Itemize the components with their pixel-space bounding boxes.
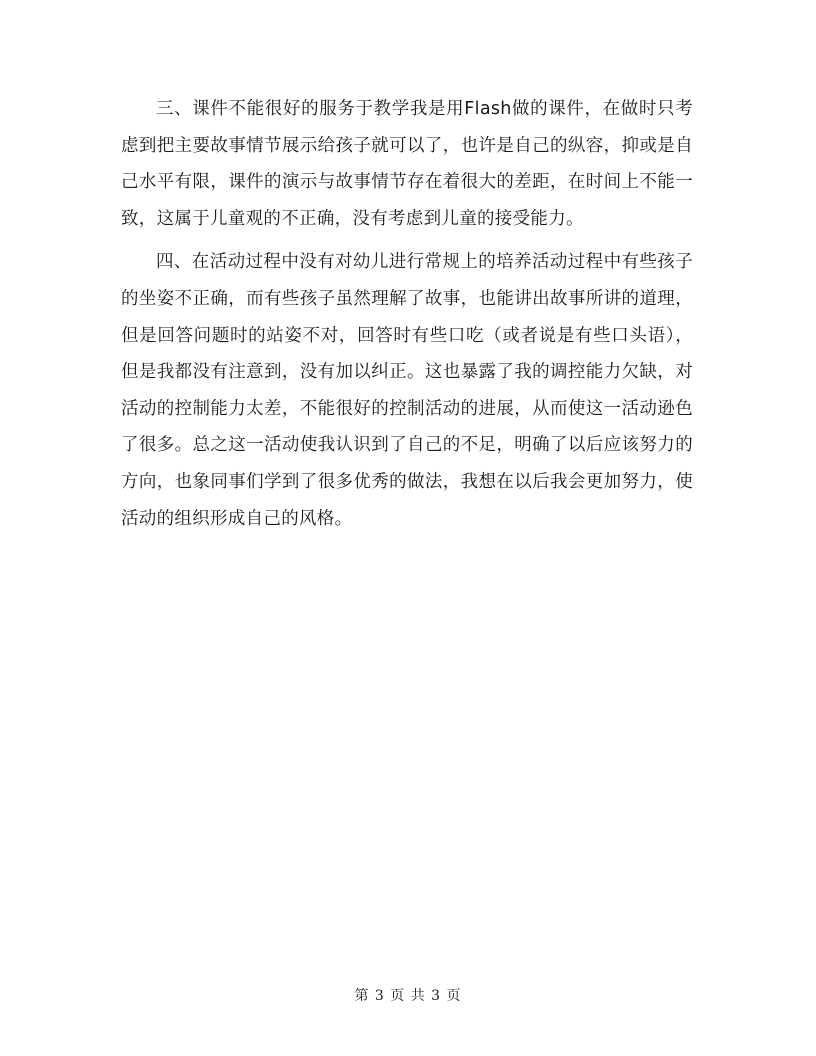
document-body <box>121 91 693 544</box>
paragraph-3: 三、课件不能很好的服务于教学我是用Flash做的课件，在做时只考虑到把主要故事情节展示给孩子就可以了，也许是自己的纵容，抑或是自己水平有限，课件的演示与故事情节存在着很大的差距，在时间上不能一致，这属于儿童观的不正确，没有考虑到儿童的接受能力。 <box>121 99 693 229</box>
paragraph-4: 四、在活动过程中没有对幼儿进行常规上的培养活动过程中有些孩子的坐姿不正确，而有些孩子虽然理解了故事，也能讲出故事所讲的道理，但是回答问题时的站姿不对，回答时有些口吃（或者说是有些口头语），但是我都没有注意到，没有加以纠正。这也暴露了我的调控能力欠缺，对活动的控制能力太差，不能很好的控制活动的进展，从而使这一活动逊色了很多。总之这一活动使我认识到了自己的不足，明确了以后应该努力的方向，也象同事们学到了很多优秀的做法，我想在以后我会更加努力，使活动的组织形成自己的风格。 <box>121 252 693 529</box>
page-number-label: 第 3 页 共 3 页 <box>354 988 462 1004</box>
page-footer <box>0 985 816 1005</box>
